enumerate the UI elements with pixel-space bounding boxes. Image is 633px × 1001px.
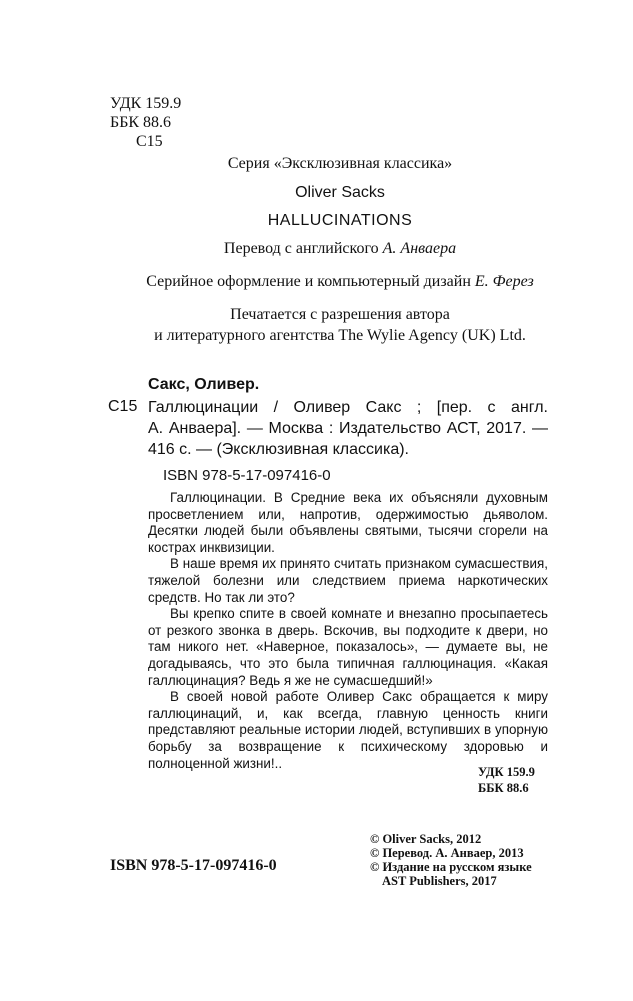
annotation-udk: УДК 159.9: [478, 765, 535, 779]
design-credit: [70, 272, 610, 292]
translation-prefix: Перевод с английского: [223, 240, 383, 257]
catalog-line-3: 416 с. — (Эксклюзивная классика).: [148, 441, 409, 458]
permission-line-2: и литературного агентства The Wylie Agency (UK) Ltd.: [154, 327, 526, 344]
permission-line-1: Печатается с разрешения автора: [230, 306, 450, 323]
author-mark: С15: [136, 133, 163, 150]
copyright-line: © Издание на русском языке: [370, 860, 532, 874]
annotation-paragraph: Вы крепко спите в своей комнате и внезапно просыпаетесь от резкого звонка в дверь. Вскочив, вы подходите к двери, но там никого нет. «Наверное, показалось», — думаете вы, не догадываясь, что это была типичная галлюцинация. «Какая галлюцинация? Ведь я же не сумасшедший!»: [148, 606, 548, 688]
annotation-bbk: ББК 88.6: [478, 781, 529, 795]
annotation: [148, 490, 548, 772]
designer-name: Е. Ферез: [474, 273, 534, 290]
catalog-line-2: А. Анваера]. — Москва : Издательство АСТ, 2017. —: [148, 420, 548, 437]
copyright-line: © Oliver Sacks, 2012: [370, 832, 482, 846]
copyright-block: [370, 832, 532, 888]
original-author: Oliver Sacks: [295, 184, 385, 201]
translation-credit: [70, 239, 610, 259]
original-title: HALLUCINATIONS: [267, 212, 413, 229]
design-prefix: Серийное оформление и компьютерный дизайн: [146, 273, 475, 290]
footer-isbn: ISBN 978-5-17-097416-0: [110, 857, 277, 874]
translator-name: А. Анваера: [382, 240, 457, 257]
copyright-line: AST Publishers, 2017: [382, 874, 497, 888]
udk-code: УДК 159.9: [110, 95, 182, 112]
annotation-paragraph: В наше время их принято считать признаком сумасшествия, тяжелой болезни или следствием приема наркотических средств. Но так ли это?: [148, 556, 548, 605]
catalog-isbn: ISBN 978-5-17-097416-0: [163, 467, 331, 484]
catalog-line-1: Галлюцинации / Оливер Сакс ; [пер. с англ.: [148, 399, 548, 416]
catalog-heading: Сакс, Оливер.: [148, 376, 260, 393]
annotation-paragraph: Галлюцинации. В Средние века их объясняли духовным просветлением или, напротив, одержимостью дьяволом. Десятки людей были объявлены святыми, тысячи сгорели на кострах инквизиции.: [148, 490, 548, 555]
catalog-mark: С15: [108, 398, 138, 415]
bbk-code: ББК 88.6: [110, 114, 172, 131]
copyright-line: © Перевод. А. Анваер, 2013: [370, 846, 524, 860]
series-line: Серия «Эксклюзивная классика»: [227, 155, 453, 172]
catalog-description: [148, 397, 548, 460]
annotation-paragraph: В своей новой работе Оливер Сакс обращается к миру галлюцинаций, и, как всегда, главную ценность книги представляют реальные истории людей, вступивших в упорную борьбу за возвращение к психическому здоровью и полноценной жизни!..: [148, 689, 548, 771]
